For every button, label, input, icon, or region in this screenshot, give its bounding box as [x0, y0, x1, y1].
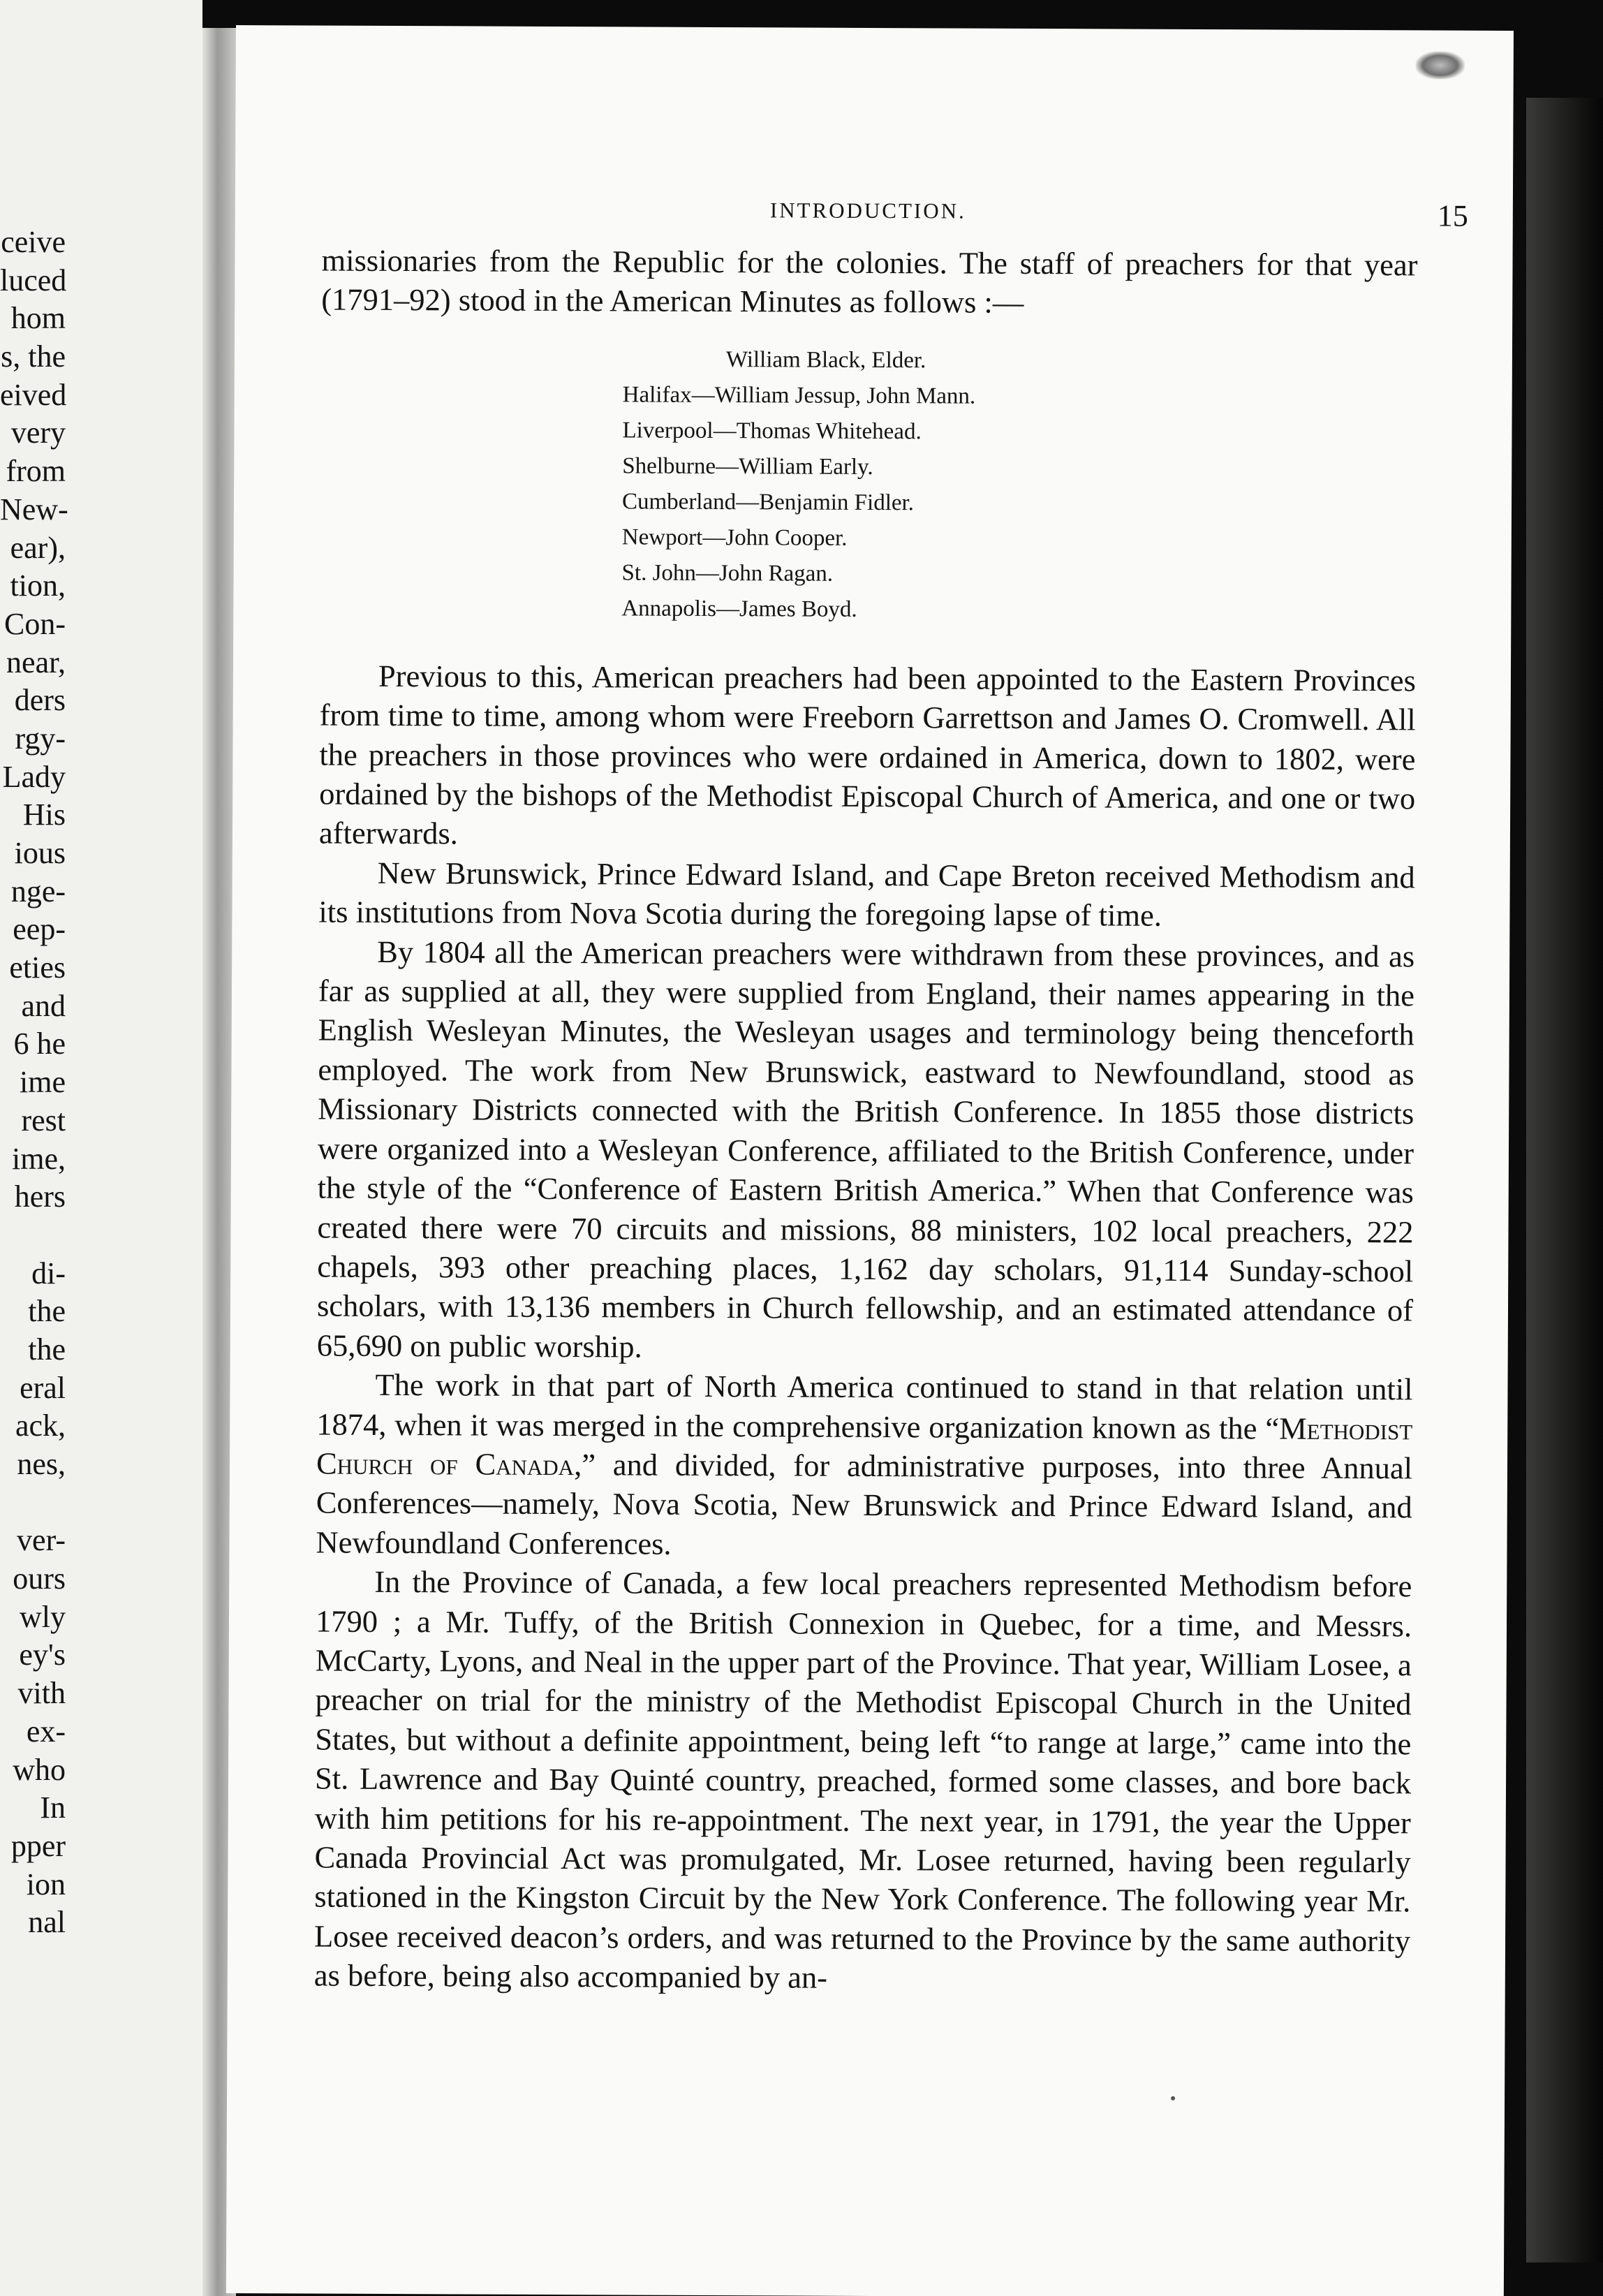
- previous-page-line-fragment: ours: [13, 1561, 66, 1596]
- body-text: [314, 241, 1418, 2000]
- running-head-title: INTRODUCTION.: [769, 198, 966, 223]
- previous-page-line-fragment: rest: [21, 1103, 66, 1138]
- staff-list-item: Newport—John Cooper.: [621, 524, 848, 551]
- paragraph-new-brunswick: New Brunswick, Prince Edward Island, and Cape Breton received Methodism and its institutions from Nova Scotia during the foregoing lapse of time.: [318, 855, 1415, 934]
- page-number: 15: [1437, 198, 1468, 233]
- staff-list-item: St. John—John Ragan.: [621, 560, 834, 587]
- scan-speck: [1171, 2096, 1175, 2100]
- previous-page-line-fragment: eral: [20, 1370, 66, 1405]
- scan-speck: [1416, 51, 1465, 79]
- staff-list-item: William Black, Elder.: [725, 346, 926, 374]
- previous-page-line-fragment: ders: [14, 683, 66, 718]
- previous-page-line-fragment: di-: [31, 1256, 66, 1290]
- previous-page-line-fragment: eep-: [13, 912, 66, 947]
- previous-page-line-fragment: luced: [0, 263, 67, 297]
- previous-page-line-fragment: vith: [17, 1676, 66, 1711]
- previous-page-line-fragment: ceive: [1, 225, 66, 259]
- previous-page-line-fragment: wly: [20, 1599, 66, 1634]
- previous-page-line-fragment: ey's: [19, 1638, 66, 1672]
- staff-list-item: Annapolis—James Boyd.: [621, 596, 857, 622]
- paragraph-merger: [316, 1365, 1412, 1567]
- previous-page-line-fragment: the: [28, 1294, 66, 1329]
- previous-page-line-fragment: very: [10, 415, 66, 450]
- page-edge: [1526, 98, 1603, 2262]
- previous-page-line-fragment: near,: [6, 645, 66, 679]
- previous-page-line-fragment: ver-: [17, 1523, 66, 1558]
- paragraph-province-of-canada: In the Province of Canada, a few local preachers represented Methodism before 1790 ; a Mr. Tuffy, of the British Connexion in Quebec, for a time, and Messrs. McCarty, Lyons, and Neal in the upper part of the Province. That year, William Losee, a preacher on trial for the ministry of the Methodist Episcopal Church in the United States, but without a definite appointment, being left “to range at large,” came into the St. Lawrence and Bay Quinté country, preached, formed some classes, and bore back with him petitions for his re-appointment. The next year, in 1791, the year the Upper Canada Provincial Act was promulgated, Mr. Losee returned, having been regularly stationed in the Kingston Circuit by the New York Conference. The following year Mr. Losee received deacon’s orders, and was returned to the Province by the same authority as before, being also accompanied by an-: [313, 1564, 1412, 1995]
- previous-page-line-fragment: rgy-: [15, 721, 66, 756]
- previous-page: [0, 0, 202, 2296]
- previous-page-line-fragment: New-: [0, 492, 68, 527]
- previous-page-line-fragment: nge-: [10, 874, 66, 908]
- merger-text-after: ,” and divided, for administrative purposes, into three Annual Conferences—namely, Nova Scotia, New Brunswick and Prince Edward Island, and Newfoundland Conferences.: [316, 1447, 1413, 1561]
- previous-page-line-fragment: ious: [14, 836, 66, 870]
- previous-page-line-fragment: tion,: [10, 568, 66, 603]
- church-name-small-caps: Methodist Church of Canada: [316, 1411, 1413, 1482]
- previous-page-line-fragment: [0, 1484, 202, 1522]
- previous-page-line-fragment: eties: [9, 950, 66, 985]
- previous-page-line-fragment: ime: [20, 1065, 66, 1100]
- previous-page-line-fragment: ion: [26, 1867, 66, 1901]
- staff-list: [320, 340, 1417, 630]
- previous-page-line-fragment: 6 he: [13, 1026, 66, 1061]
- previous-page-line-fragment: s, the: [1, 339, 66, 374]
- previous-page-line-fragment: ime,: [12, 1141, 66, 1176]
- previous-page-line-fragment: pper: [10, 1828, 66, 1863]
- previous-page-line-fragment: from: [6, 454, 66, 489]
- page: [226, 25, 1514, 2296]
- previous-page-line-fragment: and: [21, 988, 66, 1023]
- previous-page-line-fragment: ack,: [15, 1408, 66, 1443]
- opening-paragraph: missionaries from the Republic for the colonies. The staff of preachers for that year (1791–92) stood in the American Minutes as follows :—: [321, 242, 1418, 321]
- staff-list-item: Liverpool—Thomas Whitehead.: [622, 418, 922, 445]
- paragraph-english-supply: By 1804 all the American preachers were withdrawn from these provinces, and as far as supplied at all, they were supplied from England, their names appearing in the English Wesleyan Minutes, the Wesleyan usages and terminology being thenceforth employed. The work from New Brunswick, eastward to Newfoundland, stood as Missionary Districts connected with the British Conference. In 1855 those districts were organized into a Wesleyan Conference, affiliated to the British Conference, under the style of the “Conference of Eastern British America.” When that Conference was created there were 70 circuits and missions, 88 ministers, 102 local preachers, 222 chapels, 393 other preaching places, 1,162 day scholars, 91,114 Sunday-school scholars, with 13,136 members in Church fellowship, and an estimated attendance of 65,690 on public worship.: [316, 934, 1415, 1364]
- previous-page-line-fragment: [0, 1216, 202, 1255]
- previous-page-line-fragment: nal: [28, 1905, 66, 1940]
- previous-page-line-fragment: hers: [14, 1179, 66, 1214]
- previous-page-line-fragment: Con-: [4, 606, 66, 641]
- staff-list-item: Halifax—William Jessup, John Mann.: [622, 382, 976, 409]
- previous-page-line-fragment: His: [22, 797, 66, 832]
- previous-page-line-fragment: ex-: [26, 1714, 66, 1749]
- paragraph-american-preachers: Previous to this, American preachers had been appointed to the Eastern Provinces from time to time, among whom were Freeborn Garrettson and James O. Cromwell. All the preachers in those provinces who were ordained in America, down to 1802, were ordained by the bishops of the Methodist Episcopal Church of America, and one or two afterwards.: [318, 658, 1417, 851]
- staff-list-item: Shelburne—William Early.: [622, 453, 873, 480]
- previous-page-line-fragment: nes,: [17, 1447, 66, 1481]
- previous-page-line-fragment: the: [28, 1332, 66, 1367]
- previous-page-line-fragment: In: [40, 1790, 66, 1825]
- previous-page-line-fragment: hom: [10, 301, 66, 336]
- staff-list-item: Cumberland—Benjamin Fidler.: [621, 489, 915, 516]
- previous-page-line-fragment: ear),: [10, 530, 66, 565]
- running-head: [235, 196, 1513, 233]
- previous-page-line-fragment: who: [13, 1752, 66, 1787]
- previous-page-line-fragment: eived: [0, 377, 67, 412]
- previous-page-line-endings: [0, 223, 202, 1942]
- merger-text-before: The work in that part of North America continued to stand in that relation until 1874, when it was merged in the comprehensive organization known as the “: [316, 1367, 1413, 1446]
- previous-page-line-fragment: Lady: [2, 759, 66, 794]
